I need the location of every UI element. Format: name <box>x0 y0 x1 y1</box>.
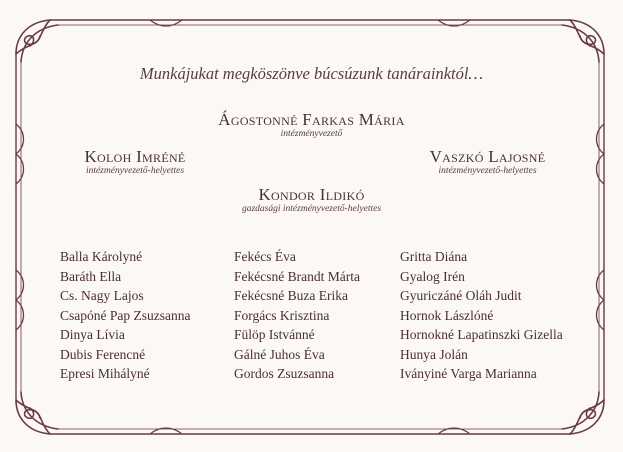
economic-deputy-name: Kondor Ildikó <box>258 185 365 204</box>
teacher-name: Gritta Diána <box>400 249 468 264</box>
teacher-column-3 <box>400 247 563 384</box>
deputy-right-name: Vaszkó Lajosné <box>429 147 546 166</box>
teacher-name: Cs. Nagy Lajos <box>60 288 144 303</box>
teacher-column-2 <box>234 247 360 384</box>
deputy-left-block <box>55 147 215 176</box>
teacher-name: Epresi Mihályné <box>60 366 150 381</box>
teacher-name: Gyalog Irén <box>400 268 465 284</box>
teacher-name: Fekécs Éva <box>234 249 296 264</box>
teacher-name: Hunya Jolán <box>400 346 468 362</box>
economic-deputy-block <box>0 184 623 214</box>
teacher-name: Csapóné Pap Zsuzsanna <box>60 307 191 323</box>
teacher-name: Gálné Juhos Éva <box>234 346 325 362</box>
deputy-right-block <box>400 147 575 176</box>
teacher-name: Forgács Krisztina <box>234 307 330 323</box>
teacher-name: Gordos Zsuzsanna <box>234 366 335 381</box>
teacher-column-1 <box>60 247 190 384</box>
teacher-name: Dubis Ferencné <box>60 346 146 362</box>
teacher-name: Iványiné Varga Marianna <box>400 366 537 381</box>
teacher-name: Fülöp Istvánné <box>234 327 315 342</box>
teacher-name: Dinya Lívia <box>60 327 125 342</box>
teacher-name: Fekécsné Brandt Márta <box>234 268 360 284</box>
deputy-left-name: Koloh Imréné <box>84 147 186 166</box>
director-name: Ágostonné Farkas Mária <box>218 110 405 129</box>
director-title: intézményvezető <box>280 129 343 139</box>
teacher-name: Balla Károlyné <box>60 249 143 264</box>
teacher-name: Hornok Lászlóné <box>400 307 494 323</box>
economic-deputy-title: gazdasági intézményvezető-helyettes <box>241 204 382 214</box>
deputy-right-title: intézményvezető-helyettes <box>438 166 537 176</box>
teacher-name: Gyuriczáné Oláh Judit <box>400 288 522 303</box>
deputy-left-title: intézményvezető-helyettes <box>85 166 185 176</box>
teacher-name: Hornokné Lapatinszki Gizella <box>400 327 563 342</box>
teacher-name: Baráth Ella <box>60 268 122 284</box>
farewell-heading: Munkájukat megköszönve búcsúzunk tanárainktól… <box>139 64 484 83</box>
teacher-name: Fekécsné Buza Erika <box>234 288 348 303</box>
director-block <box>0 109 623 139</box>
